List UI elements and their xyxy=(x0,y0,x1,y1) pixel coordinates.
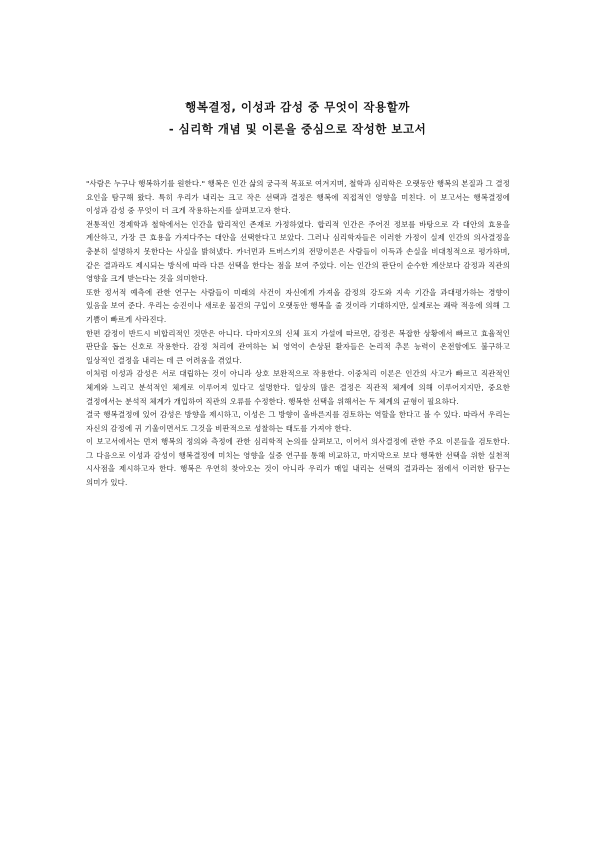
paragraph: 전통적인 경제학과 철학에서는 인간을 합리적인 존재로 가정하였다. 합리적 인간은 주어진 정보를 바탕으로 각 대안의 효용을 계산하고, 가장 큰 효용을 가져다주는 대안을 선택한다고 보았다. 그러나 심리학자들은 이러한 가정이 실제 인간의 의사결정을 충분히 설명하지 못한다는 사실을 밝혀냈다. 카너먼과 트버스키의 전망이론은 사람들이 이득과 손실을 비대칭적으로 평가하며, 같은 결과라도 제시되는 방식에 따라 다른 선택을 한다는 점을 보여 주었다. 이는 인간의 판단이 순수한 계산보다 감정과 직관의 영향을 크게 받는다는 것을 의미한다. xyxy=(86,219,510,284)
title-block xyxy=(0,96,595,140)
paragraph: 한편 감정이 반드시 비합리적인 것만은 아니다. 다마지오의 신체 표지 가설에 따르면, 감정은 복잡한 상황에서 빠르고 효율적인 판단을 돕는 신호로 작용한다. 감정 처리에 관여하는 뇌 영역이 손상된 환자들은 논리적 추론 능력이 온전함에도 불구하고 일상적인 결정을 내리는 데 큰 어려움을 겪었다. xyxy=(86,328,510,365)
paragraph: "사람은 누구나 행복하기를 원한다." 행복은 인간 삶의 궁극적 목표로 여겨지며, 철학과 심리학은 오랫동안 행복의 본질과 그 결정 요인을 탐구해 왔다. 특히 우리가 내리는 크고 작은 선택과 결정은 행복에 직접적인 영향을 미친다. 이 보고서는 행복결정에 이성과 감성 중 무엇이 더 크게 작용하는지를 살펴보고자 한다. xyxy=(86,179,510,216)
paragraph: 또한 정서적 예측에 관한 연구는 사람들이 미래의 사건이 자신에게 가져올 감정의 강도와 지속 기간을 과대평가하는 경향이 있음을 보여 준다. 우리는 승진이나 새로운 물건의 구입이 오랫동안 행복을 줄 것이라 기대하지만, 실제로는 쾌락 적응에 의해 그 기쁨이 빠르게 사라진다. xyxy=(86,287,510,324)
paragraph: 이 보고서에서는 먼저 행복의 정의와 측정에 관한 심리학적 논의를 살펴보고, 이어서 의사결정에 관한 주요 이론들을 검토한다. 그 다음으로 이성과 감성이 행복결정에 미치는 영향을 실증 연구를 통해 비교하고, 마지막으로 보다 행복한 선택을 위한 실천적 시사점을 제시하고자 한다. 행복은 우연히 찾아오는 것이 아니라 우리가 매일 내리는 선택의 결과라는 점에서 이러한 탐구는 의미가 있다. xyxy=(86,437,510,488)
document-subtitle: - 심리학 개념 및 이론을 중심으로 작성한 보고서 xyxy=(168,122,427,136)
body-text xyxy=(86,177,510,490)
paragraph: 이처럼 이성과 감성은 서로 대립하는 것이 아니라 상호 보완적으로 작용한다. 이중처리 이론은 인간의 사고가 빠르고 직관적인 체계와 느리고 분석적인 체계로 이루어져 있다고 설명한다. 일상의 많은 결정은 직관적 체계에 의해 이루어지지만, 중요한 결정에서는 분석적 체계가 개입하여 직관의 오류를 수정한다. 행복한 선택을 위해서는 두 체계의 균형이 필요하다. xyxy=(86,369,510,406)
document-title: 행복결정, 이성과 감성 중 무엇이 작용할까 xyxy=(185,100,410,114)
paragraph: 결국 행복결정에 있어 감성은 방향을 제시하고, 이성은 그 방향이 올바른지를 검토하는 역할을 한다고 볼 수 있다. 따라서 우리는 자신의 감정에 귀 기울이면서도 그것을 비판적으로 성찰하는 태도를 가져야 한다. xyxy=(86,410,510,433)
